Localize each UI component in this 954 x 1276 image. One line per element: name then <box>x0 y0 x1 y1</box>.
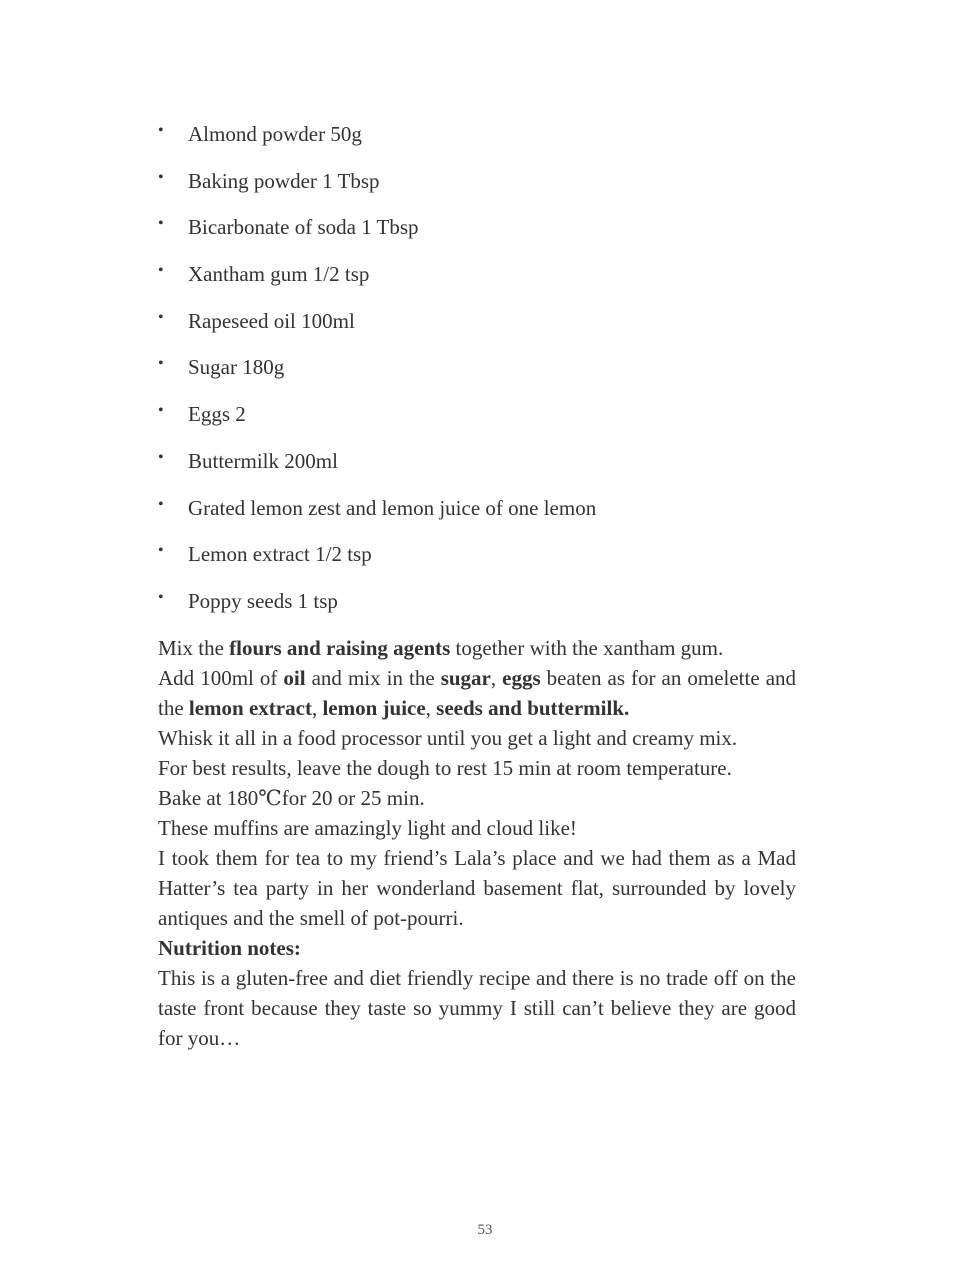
bold-text: Nutrition notes: <box>158 936 301 960</box>
bullet-icon: • <box>158 495 164 513</box>
ingredient-text: Almond powder 50g <box>188 122 362 146</box>
ingredient-text: Grated lemon zest and lemon juice of one lemon <box>188 495 597 520</box>
nutrition-heading <box>158 933 796 963</box>
bullet-icon: • <box>158 588 164 606</box>
ingredient-text: Xantham gum 1/2 tsp <box>188 262 370 287</box>
ingredient-text: Lemon extract 1/2 tsp <box>188 542 372 567</box>
list-item <box>158 443 798 490</box>
bold-text: lemon extract <box>188 696 312 720</box>
list-item <box>158 490 798 537</box>
method-paragraph: I took them for tea to my friend’s Lala’s place and we had them as a Mad Hatter’s tea party in her wonderland basement flat, surrounded by lovely antiques and the smell of pot-pourri. <box>158 846 796 930</box>
ingredient-text: Poppy seeds 1 tsp <box>188 588 338 613</box>
list-item <box>158 536 798 583</box>
bold-text: oil <box>283 666 306 690</box>
bullet-icon: • <box>158 168 164 186</box>
bold-text: sugar <box>440 666 491 690</box>
list-item <box>158 209 798 256</box>
list-item <box>158 583 798 630</box>
text-run: , <box>490 666 503 690</box>
bullet-icon: • <box>158 542 164 560</box>
list-item <box>158 303 798 350</box>
method-text <box>158 633 796 1053</box>
bullet-icon: • <box>158 262 164 280</box>
bullet-icon: • <box>158 355 164 373</box>
text-run: , <box>311 696 323 720</box>
bullet-icon: • <box>158 402 164 420</box>
method-paragraph <box>158 633 796 663</box>
method-paragraph: These muffins are amazingly light and cloud like! <box>158 816 577 840</box>
method-paragraph <box>158 663 796 723</box>
bold-text: eggs <box>502 666 541 690</box>
method-paragraph: For best results, leave the dough to rest 15 min at room temperature. <box>158 756 732 780</box>
bullet-icon: • <box>158 122 164 139</box>
ingredient-text: Bicarbonate of soda 1 Tbsp <box>188 215 419 240</box>
bold-text: lemon juice <box>322 696 426 720</box>
bold-text: seeds and buttermilk. <box>436 696 630 720</box>
list-item <box>158 256 798 303</box>
page-number: 53 <box>477 1222 493 1238</box>
ingredient-text: Rapeseed oil 100ml <box>188 308 355 333</box>
list-item <box>158 349 798 396</box>
bold-text: flours and raising agents <box>229 636 451 660</box>
bullet-icon: • <box>158 215 164 233</box>
text-run: beaten as for an omelette and the <box>158 666 797 720</box>
text-run: Mix the <box>158 636 230 660</box>
list-item <box>158 396 798 443</box>
text-run: and mix in the <box>305 666 441 690</box>
list-item <box>158 163 798 210</box>
ingredient-list <box>158 116 798 630</box>
ingredient-text: Buttermilk 200ml <box>188 448 338 473</box>
bullet-icon: • <box>158 308 164 326</box>
ingredient-text: Eggs 2 <box>188 402 246 427</box>
method-paragraph: Bake at 180℃for 20 or 25 min. <box>158 786 425 810</box>
text-run: Add 100ml of <box>158 666 284 690</box>
nutrition-text: This is a gluten-free and diet friendly recipe and there is no trade off on the taste front because they taste so yummy I still can’t believe they are good for you… <box>158 966 796 1050</box>
text-run: , <box>425 696 437 720</box>
bullet-icon: • <box>158 448 164 466</box>
text-run: together with the xantham gum. <box>450 636 724 660</box>
ingredient-text: Sugar 180g <box>188 355 285 380</box>
list-item <box>158 116 798 163</box>
method-paragraph: Whisk it all in a food processor until you get a light and creamy mix. <box>158 726 738 750</box>
ingredient-text: Baking powder 1 Tbsp <box>188 168 380 193</box>
